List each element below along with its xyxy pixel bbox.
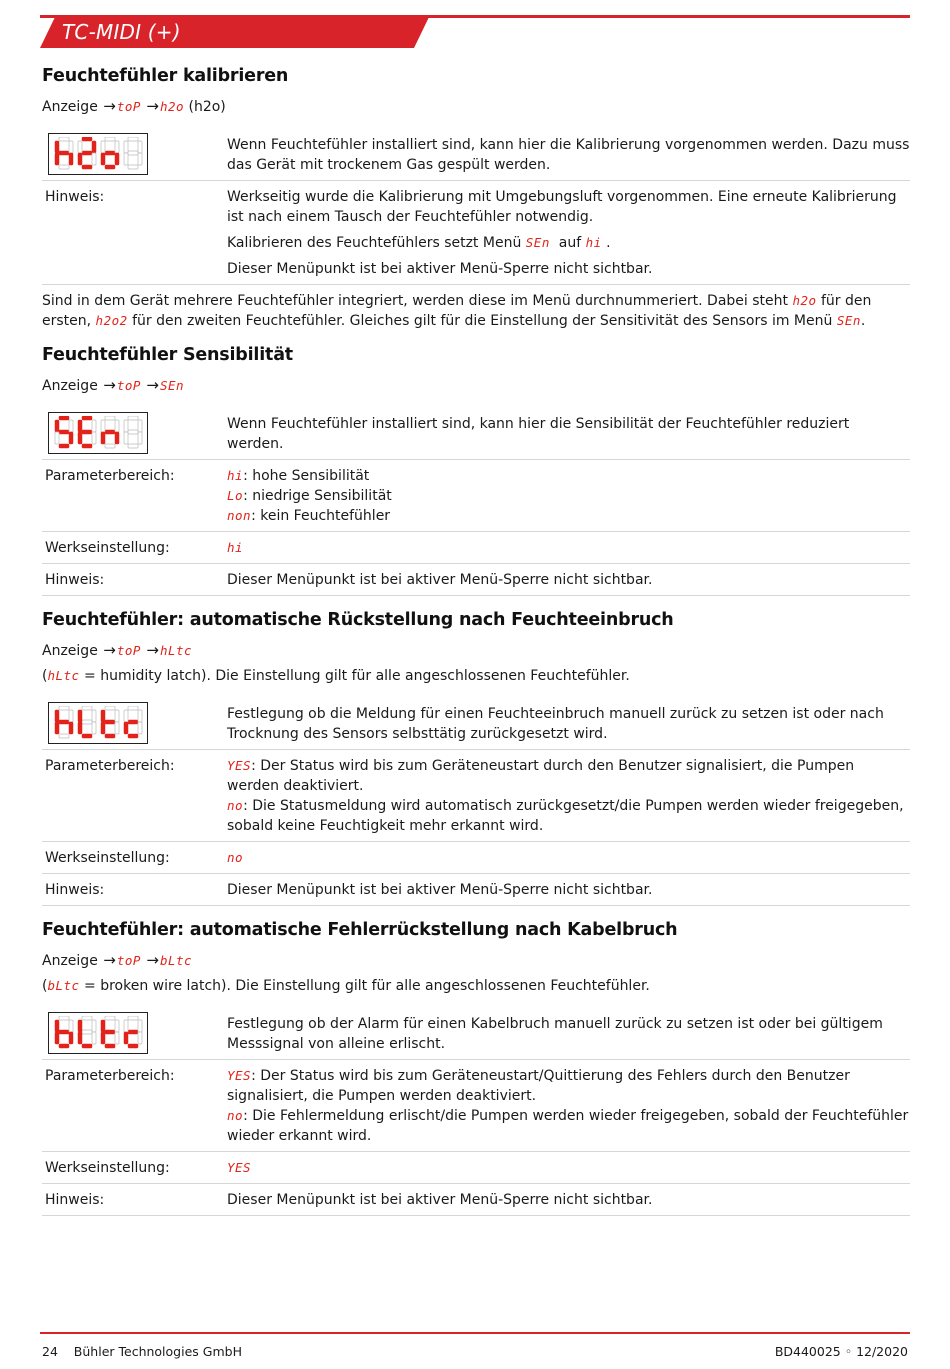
table-row: [42, 750, 910, 842]
hint-text: Dieser Menüpunkt ist bei aktiver Menü-Sperre nicht sichtbar.: [227, 882, 653, 898]
param-table: [42, 1002, 910, 1216]
segment-code: bLtc: [159, 953, 193, 968]
arrow-icon: →: [146, 641, 159, 659]
table-row: [42, 460, 910, 532]
segment-code: YES: [227, 1068, 252, 1083]
table-row: [42, 1002, 910, 1060]
segment-code: hLtc: [159, 643, 193, 658]
table-row: [42, 874, 910, 906]
param-option: hi: hohe Sensibilität: [227, 468, 370, 484]
row-label: Werkseinstellung:: [45, 850, 170, 866]
footer-rule: [40, 1332, 910, 1334]
table-row: [42, 692, 910, 750]
paragraph: (bLtc = broken wire latch). Die Einstellung gilt für alle angeschlossenen Feuchtefühler.: [42, 978, 650, 994]
path-label: Anzeige: [42, 643, 98, 659]
lcd-digits: [52, 416, 146, 450]
paragraph: Sind in dem Gerät mehrere Feuchtefühler integriert, werden diese im Menü durchnummeriert. Dabei steht h2o für den ersten, h2o2 für den zweiten Feuchtefühler. Gleiches gilt für die Einstellung der Sensitivität des Sensors im Menü SEn.: [42, 293, 872, 329]
description-text: Festlegung ob der Alarm für einen Kabelbruch manuell zurück zu setzen ist oder bei gültigem Messsignal von alleine erlischt.: [227, 1016, 883, 1052]
path-label: Anzeige: [42, 953, 98, 969]
arrow-icon: →: [103, 376, 116, 394]
description-text: Festlegung ob die Meldung für einen Feuchteeinbruch manuell zurück zu setzen ist oder nach Trocknung des Sensors selbsttätig zurückgesetzt wird.: [227, 706, 884, 742]
segment-code: bLtc: [47, 978, 80, 993]
table-row: [42, 842, 910, 874]
page-content: [42, 66, 910, 1216]
arrow-icon: →: [146, 97, 159, 115]
description-text: Wenn Feuchtefühler installiert sind, kann hier die Kalibrierung vorgenommen werden. Dazu muss das Gerät mit trockenem Gas gespült werden.: [227, 137, 910, 173]
param-option: Lo: niedrige Sensibilität: [227, 488, 392, 504]
footer-doc-id: BD440025 ◦ 12/2020: [774, 1344, 908, 1359]
segment-code: Lo: [227, 488, 244, 503]
table-row: [42, 181, 910, 285]
param-table: [42, 123, 910, 285]
lcd-digits: [52, 137, 146, 171]
lcd-digits: [52, 706, 146, 740]
segment-code: no: [227, 850, 244, 865]
param-option: no: Die Fehlermeldung erlischt/die Pumpen werden wieder freigegeben, sobald der Feuchtefühler wieder erkannt wird.: [227, 1108, 909, 1144]
menu-path: [42, 640, 910, 661]
table-row: [42, 402, 910, 460]
segment-code: SEn: [836, 313, 861, 328]
segment-code: toP: [116, 99, 141, 114]
segment-code: hi: [227, 468, 244, 483]
row-label: Hinweis:: [45, 1192, 105, 1208]
section-title-sensitivity: Feuchtefühler Sensibilität: [42, 345, 293, 365]
segment-code: SEn: [159, 378, 185, 393]
lcd-display-icon: [48, 412, 148, 454]
row-label: Hinweis:: [45, 572, 105, 588]
arrow-icon: →: [146, 951, 159, 969]
path-suffix: (h2o): [188, 99, 226, 115]
segment-code: SEn: [525, 235, 550, 250]
lcd-display-icon: [48, 133, 148, 175]
hint-text: Kalibrieren des Feuchtefühlers setzt Menü SEn auf hi .: [227, 235, 611, 251]
arrow-icon: →: [146, 376, 159, 394]
hint-text: Werkseitig wurde die Kalibrierung mit Umgebungsluft vorgenommen. Eine erneute Kalibrierung ist nach einem Tausch der Feuchtefühler notwendig.: [227, 189, 897, 225]
menu-path: [42, 375, 910, 396]
segment-code: no: [227, 1108, 244, 1123]
row-label: Hinweis:: [45, 882, 105, 898]
table-row: [42, 1060, 910, 1152]
description-text: Wenn Feuchtefühler installiert sind, kann hier die Sensibilität der Feuchtefühler reduziert werden.: [227, 416, 850, 452]
segment-code: toP: [116, 953, 141, 968]
header-title: TC-MIDI (+): [62, 20, 181, 44]
section-title-calibrate: Feuchtefühler kalibrieren: [42, 66, 289, 86]
segment-code: h2o2: [95, 313, 128, 328]
path-label: Anzeige: [42, 99, 98, 115]
lcd-display-icon: [48, 702, 148, 744]
row-label: Hinweis:: [45, 189, 105, 205]
row-label: Werkseinstellung:: [45, 1160, 170, 1176]
row-label: Parameterbereich:: [45, 1068, 175, 1084]
lcd-display-icon: [48, 1012, 148, 1054]
param-table: [42, 402, 910, 596]
arrow-icon: →: [103, 641, 116, 659]
arrow-icon: →: [103, 951, 116, 969]
table-row: [42, 1152, 910, 1184]
table-row: [42, 564, 910, 596]
row-label: Parameterbereich:: [45, 468, 175, 484]
footer-page-company: 24 Bühler Technologies GmbH: [42, 1344, 242, 1359]
param-option: no: Die Statusmeldung wird automatisch zurückgesetzt/die Pumpen werden wieder freigegeben, sobald keine Feuchtigkeit mehr erkannt wird.: [227, 798, 904, 834]
paragraph: (hLtc = humidity latch). Die Einstellung gilt für alle angeschlossenen Feuchtefühler.: [42, 668, 630, 684]
segment-code: YES: [227, 1160, 252, 1175]
segment-code: hi: [585, 235, 602, 250]
table-row: [42, 123, 910, 181]
segment-code: hi: [227, 540, 244, 555]
lcd-digits: [52, 1016, 146, 1050]
hint-text: Dieser Menüpunkt ist bei aktiver Menü-Sperre nicht sichtbar.: [227, 1192, 653, 1208]
segment-code: toP: [116, 378, 141, 393]
segment-code: non: [227, 508, 252, 523]
path-label: Anzeige: [42, 378, 98, 394]
menu-path: [42, 96, 910, 117]
segment-code: toP: [116, 643, 141, 658]
segment-code: h2o: [159, 99, 185, 114]
param-option: YES: Der Status wird bis zum Geräteneustart/Quittierung des Fehlers durch den Benutzer signalisiert, die Pumpen werden deaktiviert.: [227, 1068, 850, 1104]
row-label: Parameterbereich:: [45, 758, 175, 774]
hint-text: Dieser Menüpunkt ist bei aktiver Menü-Sperre nicht sichtbar.: [227, 261, 653, 277]
segment-code: h2o: [792, 293, 817, 308]
param-table: [42, 692, 910, 906]
hint-text: Dieser Menüpunkt ist bei aktiver Menü-Sperre nicht sichtbar.: [227, 572, 653, 588]
segment-code: YES: [227, 758, 252, 773]
segment-code: hLtc: [47, 668, 80, 683]
section-title-humidity-latch: Feuchtefühler: automatische Rückstellung nach Feuchteeinbruch: [42, 610, 674, 630]
arrow-icon: →: [103, 97, 116, 115]
segment-code: no: [227, 798, 244, 813]
table-row: [42, 1184, 910, 1216]
section-title-broken-wire-latch: Feuchtefühler: automatische Fehlerrückstellung nach Kabelbruch: [42, 920, 678, 940]
menu-path: [42, 950, 910, 971]
row-label: Werkseinstellung:: [45, 540, 170, 556]
table-row: [42, 532, 910, 564]
param-option: non: kein Feuchtefühler: [227, 508, 391, 524]
param-option: YES: Der Status wird bis zum Geräteneustart durch den Benutzer signalisiert, die Pumpen werden deaktiviert.: [227, 758, 855, 794]
